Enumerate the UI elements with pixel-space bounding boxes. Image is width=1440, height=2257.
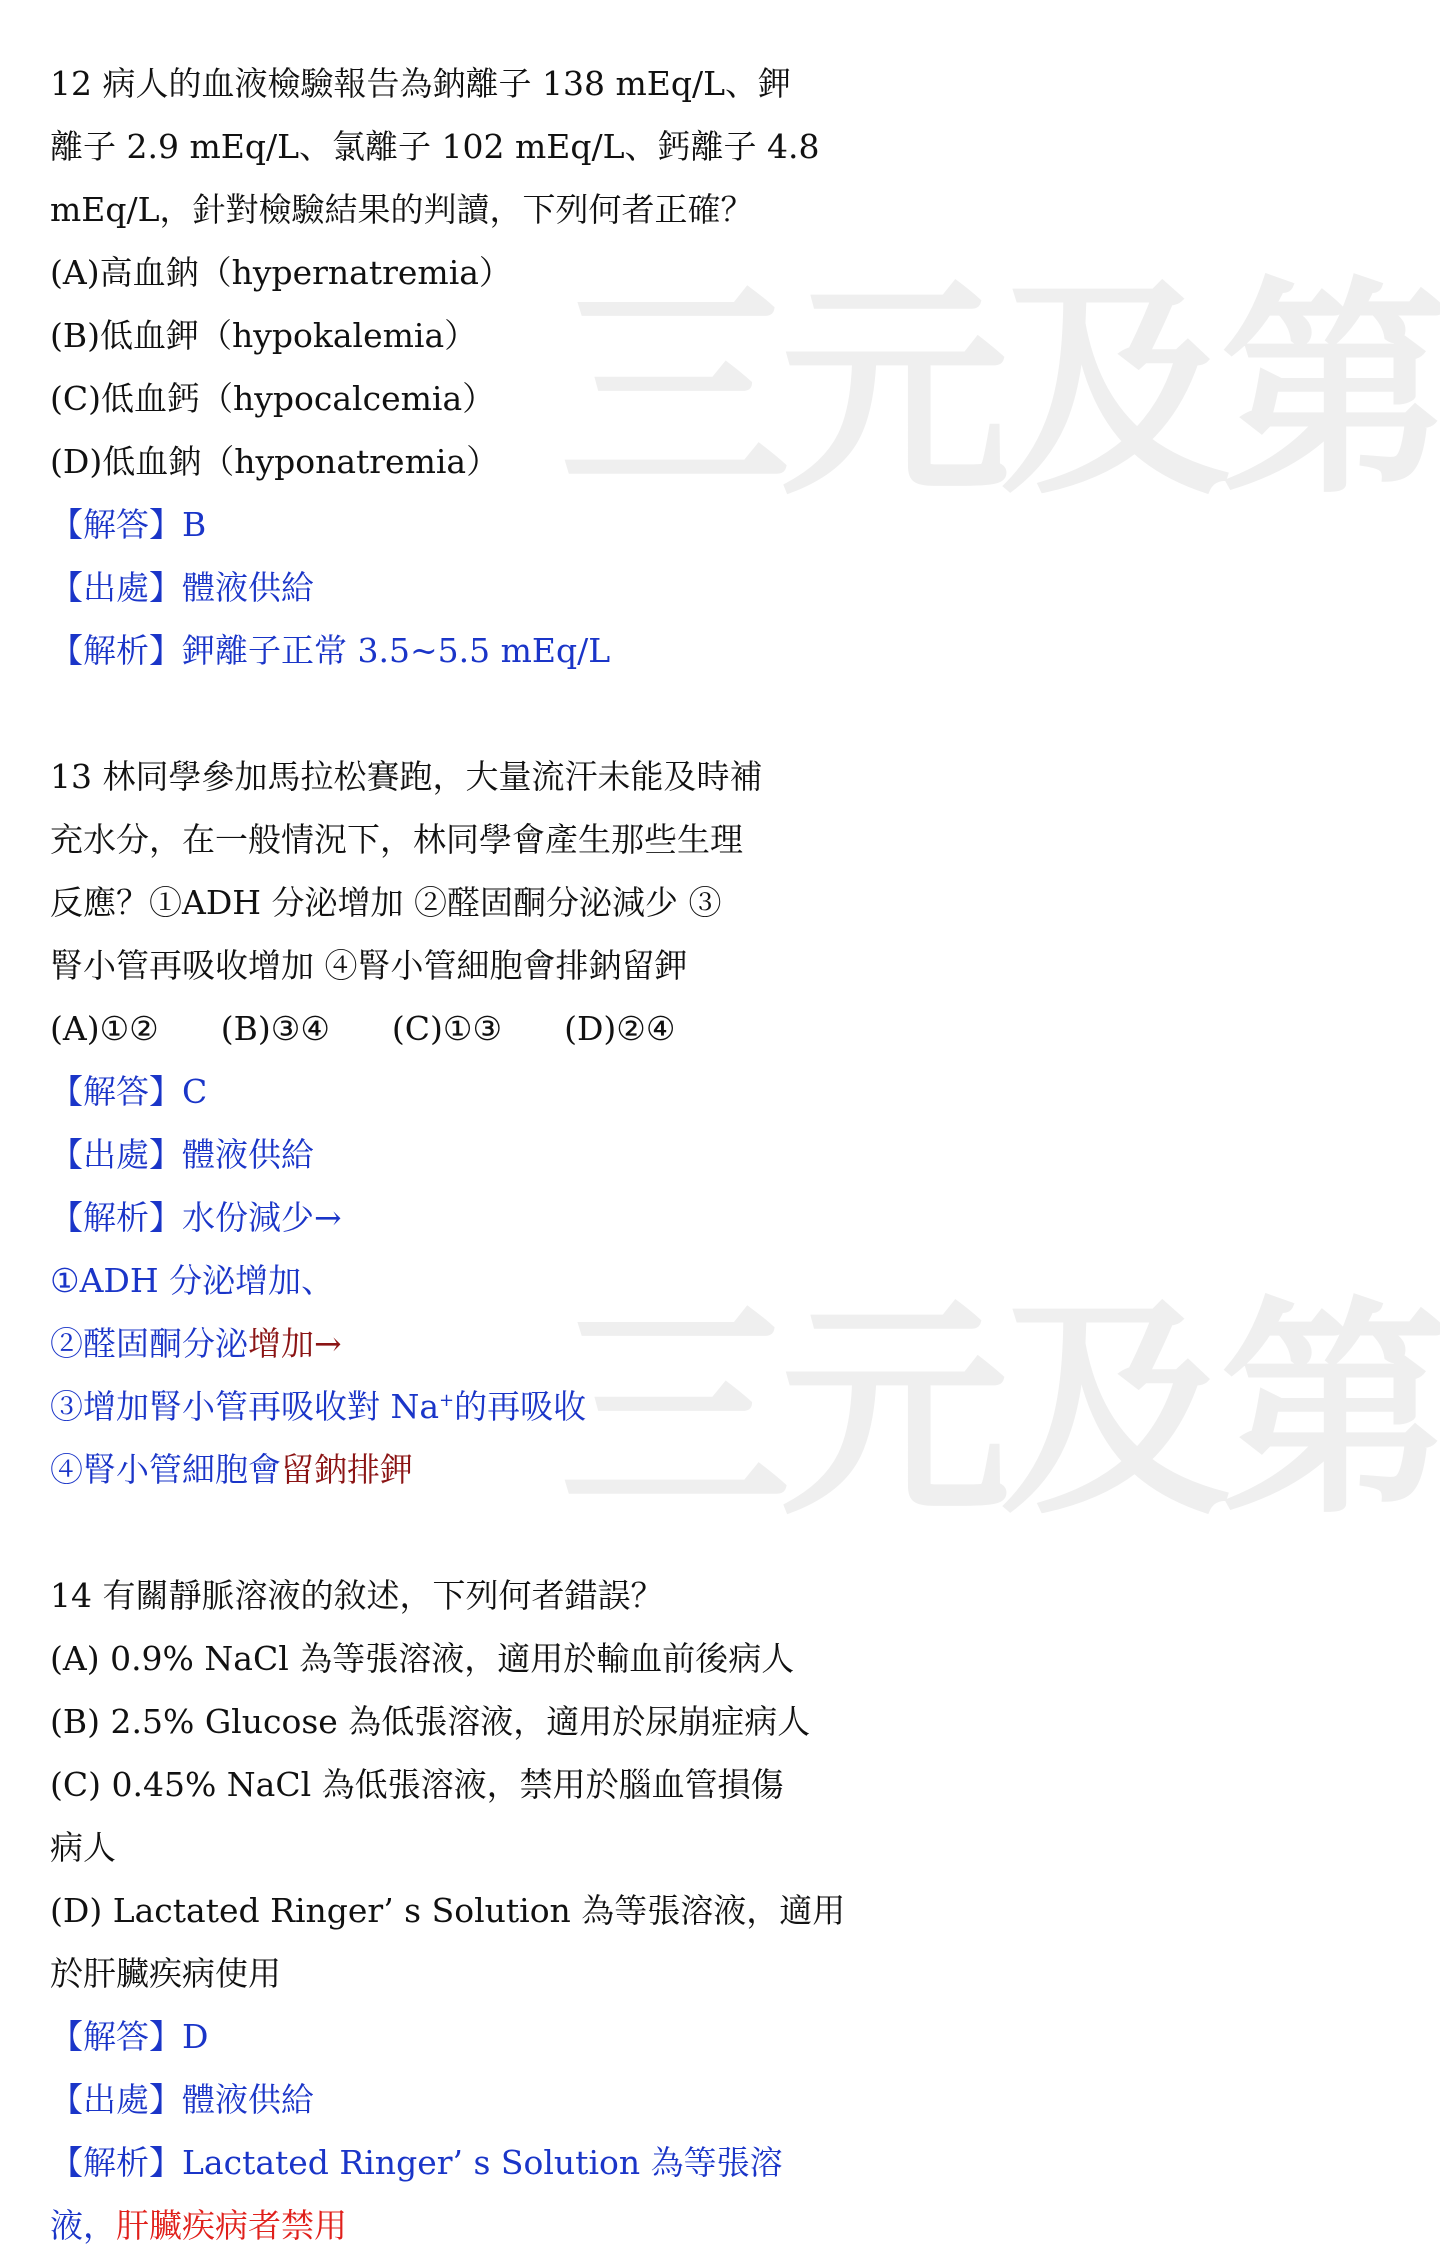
option-a: (A)①② — [50, 1009, 159, 1048]
analysis-point-text: ③增加腎小管再吸收對 Na — [50, 1387, 440, 1426]
analysis-point-text: 的再吸收 — [454, 1387, 587, 1426]
spacer — [50, 682, 940, 745]
option-c: (C) 0.45% NaCl 為低張溶液，禁用於腦血管損傷 — [50, 1765, 784, 1804]
question-stem-line: 13 林同學參加馬拉松賽跑，大量流汗未能及時補 — [50, 757, 763, 796]
exam-page — [50, 52, 940, 2257]
option-d: (D) Lactated Ringer’ s Solution 為等張溶液，適用 — [50, 1891, 846, 1930]
analysis-point-highlight: 留鈉排鉀 — [281, 1450, 413, 1489]
source-label: 【出處】體液供給 — [50, 568, 314, 607]
source-label: 【出處】體液供給 — [50, 1135, 314, 1174]
option-b: (B)低血鉀（hypokalemia） — [50, 316, 478, 355]
question-13 — [50, 745, 940, 1501]
analysis-text: 液， — [50, 2206, 116, 2245]
superscript-plus: + — [439, 1390, 455, 1411]
option-a: (A) 0.9% NaCl 為等張溶液，適用於輸血前後病人 — [50, 1639, 795, 1678]
source-label: 【出處】體液供給 — [50, 2080, 314, 2119]
question-stem-line: 腎小管再吸收增加 ④腎小管細胞會排鈉留鉀 — [50, 946, 688, 985]
analysis-label: 【解析】Lactated Ringer’ s Solution 為等張溶 — [50, 2143, 783, 2182]
option-a: (A)高血鈉（hypernatremia） — [50, 253, 512, 292]
option-d: (D)低血鈉（hyponatremia） — [50, 442, 500, 481]
analysis-point-text: ②醛固酮分泌 — [50, 1324, 248, 1363]
analysis-highlight: 肝臟疾病者禁用 — [116, 2206, 347, 2245]
option-c-continued: 病人 — [50, 1828, 116, 1867]
question-stem-line: 反應？①ADH 分泌增加 ②醛固酮分泌減少 ③ — [50, 883, 722, 922]
analysis-point-highlight: 增加→ — [248, 1324, 342, 1363]
analysis-point-1: ①ADH 分泌增加、 — [50, 1261, 335, 1300]
question-stem-line: 12 病人的血液檢驗報告為鈉離子 138 mEq/L、鉀 — [50, 64, 791, 103]
options-row — [50, 997, 940, 1060]
option-b: (B) 2.5% Glucose 為低張溶液，適用於尿崩症病人 — [50, 1702, 811, 1741]
question-12 — [50, 52, 940, 682]
watermark-top: 三元及第 — [560, 259, 1440, 526]
option-d: (D)②④ — [564, 1009, 676, 1048]
analysis-point-4 — [50, 1438, 940, 1501]
analysis-label: 【解析】鉀離子正常 3.5~5.5 mEq/L — [50, 631, 611, 670]
analysis-point-text: ④腎小管細胞會 — [50, 1450, 281, 1489]
answer-label: 【解答】D — [50, 2017, 209, 2056]
analysis-point-3 — [50, 1375, 940, 1438]
question-stem-line: mEq/L，針對檢驗結果的判讀，下列何者正確？ — [50, 190, 754, 229]
question-14 — [50, 1564, 940, 2257]
question-stem-line: 離子 2.9 mEq/L、氯離子 102 mEq/L、鈣離子 4.8 — [50, 127, 820, 166]
analysis-continued — [50, 2194, 940, 2257]
watermark-bottom: 三元及第 — [560, 1279, 1440, 1546]
option-b: (B)③④ — [220, 1009, 330, 1048]
analysis-label: 【解析】水份減少→ — [50, 1198, 342, 1237]
answer-label: 【解答】B — [50, 505, 207, 544]
analysis-point-2 — [50, 1312, 940, 1375]
spacer — [50, 1501, 940, 1564]
option-c: (C)①③ — [391, 1009, 503, 1048]
option-d-continued: 於肝臟疾病使用 — [50, 1954, 281, 1993]
answer-label: 【解答】C — [50, 1072, 208, 1111]
question-stem-line: 14 有關靜脈溶液的敘述，下列何者錯誤？ — [50, 1576, 664, 1615]
option-c: (C)低血鈣（hypocalcemia） — [50, 379, 496, 418]
question-stem-line: 充水分，在一般情況下，林同學會產生那些生理 — [50, 820, 743, 859]
